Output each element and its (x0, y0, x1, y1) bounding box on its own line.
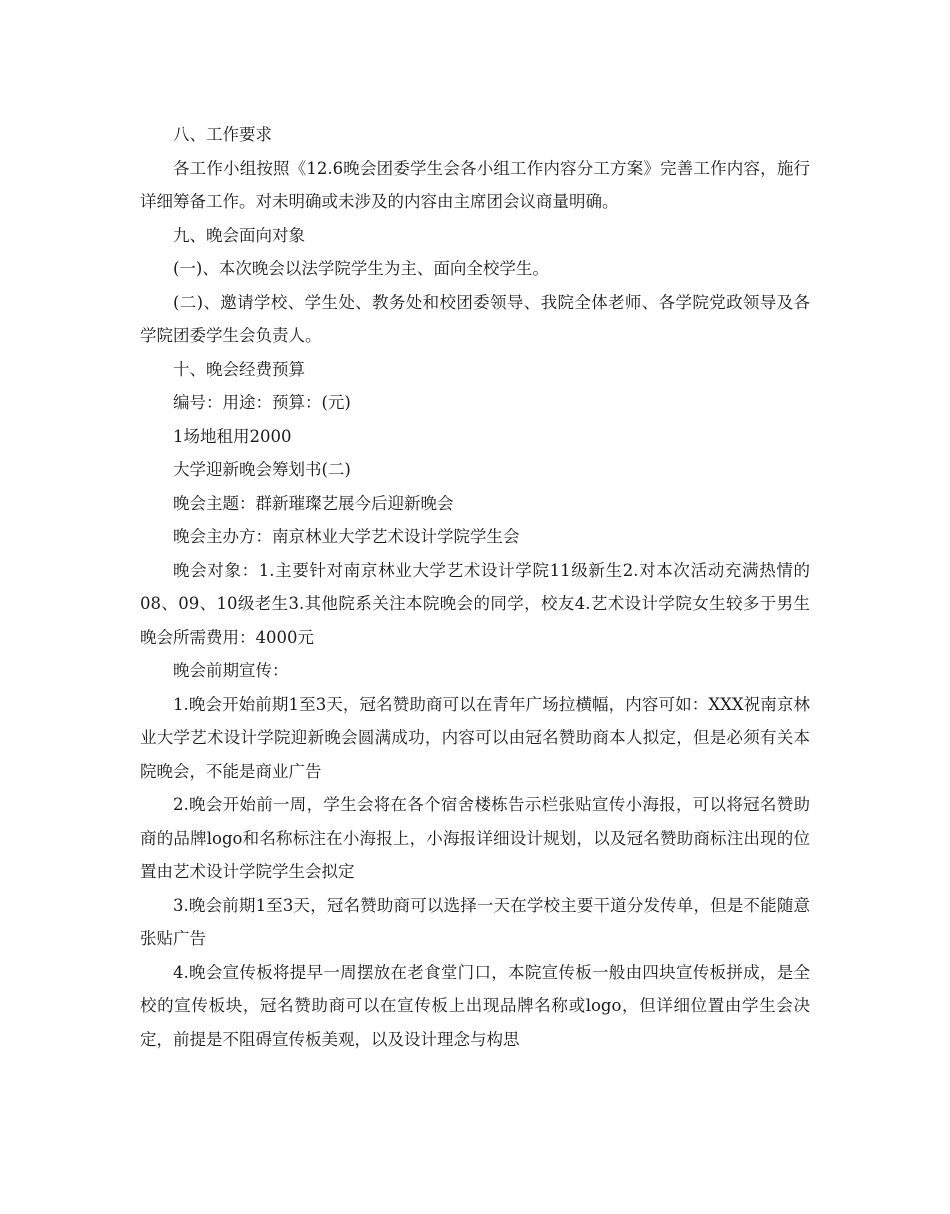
promotion-item-3: 3.晚会前期1至3天，冠名赞助商可以选择一天在学校主要干道分发传单，但是不能随意张贴广告 (140, 895, 810, 948)
budget-header: 编号：用途：预算：(元) (173, 393, 351, 412)
promotion-item-2: 2.晚会开始前一周，学生会将在各个宿舍楼栋告示栏张贴宣传小海报，可以将冠名赞助商的品牌logo和名称标注在小海报上，小海报详细设计规划，以及冠名赞助商标注出现的位置由艺术设计学院学生会拟定 (140, 795, 810, 881)
paragraph-theme: 晚会主题：群新璀璨艺展今后迎新晚会 (173, 493, 454, 513)
paragraph-audience-2: (二)、邀请学校、学生处、教务处和校团委领导、我院全体老师、各学院党政领导及各学院团委学生会负责人。 (140, 292, 810, 345)
budget-item: 1场地租用2000 (173, 426, 292, 446)
document-body (140, 118, 810, 1056)
paragraph-target-audience: 晚会对象：1.主要针对南京林业大学艺术设计学院11级新生2.对本次活动充满热情的08、09、10级老生3.其他院系关注本院晚会的同学，校友4.艺术设计学院女生较多于男生晚会所需费用：4000元 (140, 560, 810, 647)
section-heading-audience: 九、晚会面向对象 (173, 225, 305, 245)
document-subtitle: 大学迎新晚会筹划书(二) (173, 460, 351, 479)
paragraph-organizer: 晚会主办方：南京林业大学艺术设计学院学生会 (173, 527, 520, 546)
section-heading-promotion: 晚会前期宣传： (173, 661, 289, 680)
paragraph-work-groups: 各工作小组按照《12.6晚会团委学生会各小组工作内容分工方案》完善工作内容，施行详细筹备工作。对未明确或未涉及的内容由主席团会议商量明确。 (140, 158, 810, 211)
paragraph-audience-1: (一)、本次晚会以法学院学生为主、面向全校学生。 (173, 259, 549, 278)
promotion-item-4: 4.晚会宣传板将提早一周摆放在老食堂门口，本院宣传板一般由四块宣传板拼成，是全校的宣传板块，冠名赞助商可以在宣传板上出现品牌名称或logo，但详细位置由学生会决定，前提是不阻碍宣传板美观，以及设计理念与构思 (140, 962, 810, 1049)
section-heading-work-requirements: 八、工作要求 (173, 125, 272, 144)
section-heading-budget: 十、晚会经费预算 (173, 359, 305, 379)
promotion-item-1: 1.晚会开始前期1至3天，冠名赞助商可以在青年广场拉横幅，内容可如：XXX祝南京林业大学艺术设计学院迎新晚会圆满成功，内容可以由冠名赞助商本人拟定，但是必须有关本院晚会，不能是商业广告 (140, 694, 810, 781)
